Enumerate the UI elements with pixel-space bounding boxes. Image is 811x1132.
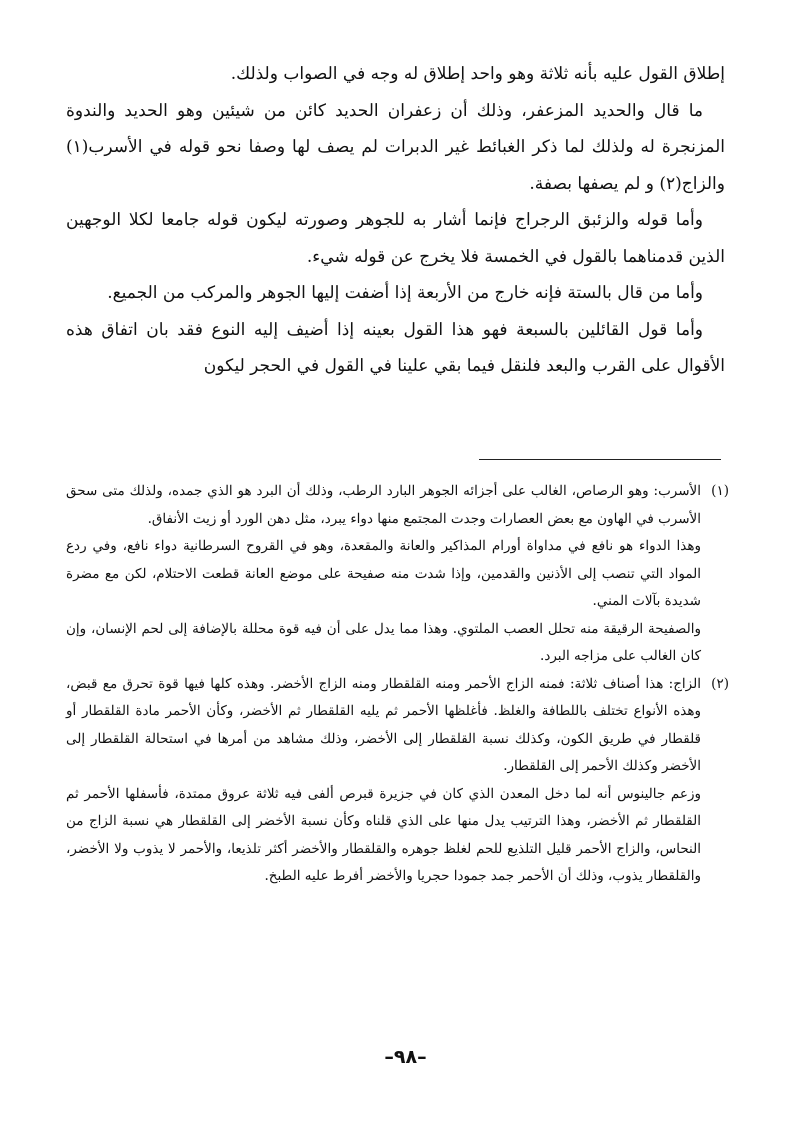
main-paragraph: وأما قوله والزئبق الرجراج فإنما أشار به للجوهر وصورته ليكون قوله جامعا لكلا الوجهين الذين قدمناهما بالقول في الخمسة فلا يخرج عن قوله شيء.: [66, 210, 725, 267]
footnote-paragraph: والصفيحة الرقيقة منه تحلل العصب الملتوي. وهذا مما يدل على أن فيه قوة محللة بالإضافة إلى لحم الإنسان، وإن كان الغالب على مزاجه البرد.: [66, 620, 701, 664]
footnote-paragraph: وزعم جالينوس أنه لما دخل المعدن الذي كان في جزيرة قبرص ألفى فيه ثلاثة عروق ممتدة، فأسفلها الأحمر ثم القلقطار ثم الأخضر، وهذا الترتيب يدل منها على الذي قلناه وكأن نسبة الأخضر إلى القلقطار هي نسبة الزاج من النحاس، والزاج الأحمر قليل التلذيع للحم لغلظ جوهره والقلقطار والأخضر أكثر تلذيعا، والأحمر لا يذوب ولا الأخضر، والقلقطار يذوب، وذلك أن الأحمر جمد جمودا حجريا والأخضر أفرط عليه الطبخ.: [66, 785, 701, 884]
main-paragraph: وأما قول القائلين بالسبعة فهو هذا القول بعينه إذا أضيف إليه النوع فقد بان اتفاق هذه الأقوال على القرب والبعد فلنقل فيما بقي علينا في القول في الحجر ليكون: [66, 319, 725, 376]
main-paragraph: وأما من قال بالستة فإنه خارج من الأربعة إذا أضفت إليها الجوهر والمركب من الجميع.: [107, 283, 703, 303]
footnote-divider: [479, 459, 721, 460]
page-number: –٩٨–: [384, 1046, 427, 1068]
footnote-number: (١): [711, 483, 729, 499]
footnotes: [66, 478, 729, 891]
footnote-text: الأسرب: وهو الرصاص، الغالب على أجزائه الجوهر البارد الرطب، وذلك أن البرد هو الذي جمده، ولذلك متى سحق الأسرب في الهاون مع بعض العصارات وجدت المجتمع منها دواء يبرد، مثل دهن الورد أو زيت الأنفاق.: [66, 483, 701, 527]
main-paragraph: ما قال والحديد المزعفر، وذلك أن زعفران الحديد كائن من شيئين وهو الحديد والندوة المزنجرة له ولذلك لما ذكر الغبائط غير الدبرات لم يصف لها وصفا نحو قوله في الأسرب(١) والزاج(٢) و لم يصفها بصفة.: [66, 100, 725, 194]
footnote-text: الزاج: هذا أصناف ثلاثة: فمنه الزاج الأحمر ومنه القلقطار ومنه الزاج الأخضر. وهذه كلها فيها قوة تحرق مع قبض، وهذه الأنواع تختلف باللطافة والغلظ. فأغلظها الأحمر ثم يليه القلقطار ثم الأخضر، وكأن الأحمر مادة القلقطار أو قلقطار في طريق الكون، وكذلك نسبة القلقطار إلى الأخضر، وذلك مشاهد من أمرها في استحالة القلقطار إلى الأخضر وكذلك الأحمر إلى القلقطار.: [66, 675, 701, 774]
footnote: [66, 671, 729, 781]
main-text: [66, 56, 725, 385]
footnote-paragraph: وهذا الدواء هو نافع في مداواة أورام المذاكير والعانة والمقعدة، وهو في القروح السرطانية دواء نافع، وفي ردع المواد التي تنصب إلى الأذنين والقدمين، وإذا شدت منه صفيحة على موضع العانة قطعت الاحتلام، لكن مع مضرة شديدة بآلات المني.: [66, 538, 701, 609]
main-paragraph: إطلاق القول عليه بأنه ثلاثة وهو واحد إطلاق له وجه في الصواب ولذلك.: [230, 64, 725, 84]
footnote-number: (٢): [711, 675, 729, 692]
footnote: [66, 478, 729, 533]
